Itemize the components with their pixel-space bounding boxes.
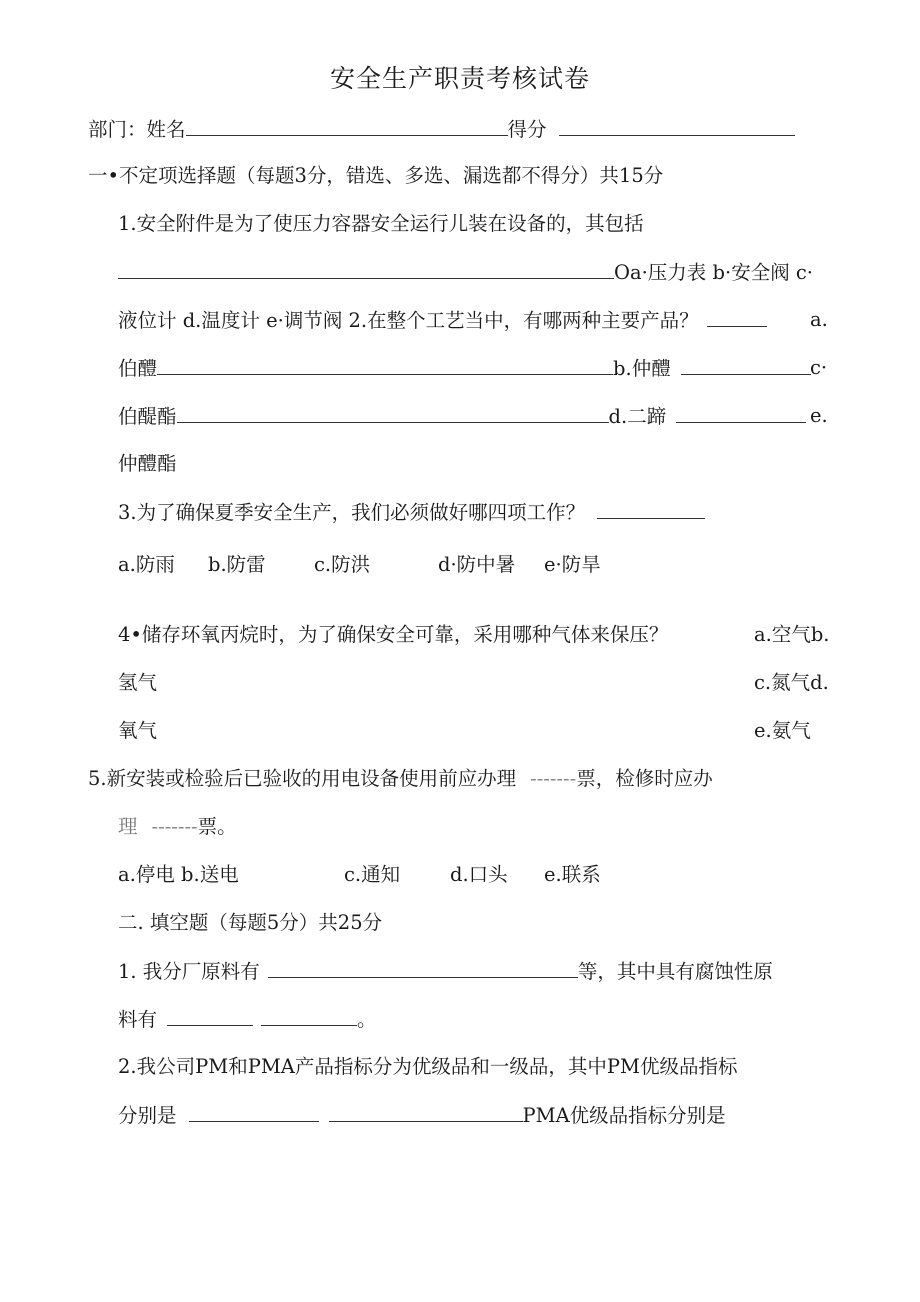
question-4-option-e: e.氨气	[754, 719, 811, 742]
question-5-text-d: 票。	[197, 815, 237, 838]
fill-question-1-line1	[118, 958, 773, 985]
fill-question-2-text-b: PMA优级品指标分别是	[522, 1104, 726, 1127]
answer-blank[interactable]	[118, 259, 614, 279]
question-4-option-d: 氧气	[118, 719, 158, 742]
fill-question-1-text-d: 。	[357, 1008, 377, 1031]
question-3-option: c.防洪	[314, 553, 371, 576]
question-5-line1	[88, 766, 713, 792]
question-3	[118, 499, 705, 526]
answer-blank[interactable]	[261, 1006, 357, 1026]
answer-blank[interactable]	[681, 355, 811, 375]
score-field[interactable]	[559, 116, 795, 136]
answer-blank[interactable]	[597, 499, 705, 519]
section2-heading: 二. 填空题（每题5分）共25分	[118, 911, 383, 934]
question-1-line1: 1.安全附件是为了使压力容器安全运行儿装在设备的，其包括	[118, 212, 644, 235]
question-5-line2	[118, 814, 237, 840]
option-c-label: c·	[810, 356, 828, 379]
answer-blank[interactable]	[329, 1102, 523, 1122]
question-3-option: b.防雷	[208, 553, 266, 576]
option-c: 伯醍酯	[118, 405, 177, 428]
question-5-option: a.停电 b.送电	[118, 863, 239, 886]
name-label: 姓名	[146, 118, 186, 141]
answer-blank[interactable]	[268, 958, 578, 978]
fill-question-2-line2	[118, 1102, 726, 1129]
option-d: d.二蹄	[608, 405, 667, 428]
question-5-option: d.口头	[450, 863, 508, 886]
answer-blank[interactable]	[167, 1006, 253, 1026]
question-1-options-part1: Oa·压力表 b·安全阀 c·	[614, 261, 814, 284]
question-5-option: e.联系	[544, 863, 601, 886]
question-3-option: a.防雨	[118, 553, 175, 576]
fill-question-1-text-b: 等，其中具有腐蚀性原	[577, 960, 773, 983]
option-e-label: e.	[810, 404, 828, 427]
answer-blank[interactable]	[707, 307, 767, 327]
question-3-option: d·防中暑	[438, 553, 516, 576]
question-4-options-cd: c.氮气d.	[754, 671, 829, 694]
answer-blank[interactable]: -------	[530, 767, 577, 790]
fill-question-2-line1: 2.我公司PM和PMA产品指标分为优级品和一级品，其中PM优级品指标	[118, 1055, 738, 1078]
question-4-option-b: 氢气	[118, 671, 158, 694]
page-title: 安全生产职责考核试卷	[329, 64, 590, 93]
question-5-text-c: 理	[118, 815, 138, 838]
answer-blank[interactable]: -------	[151, 815, 198, 838]
fill-question-1-line2	[118, 1006, 377, 1033]
option-a-label: a.	[810, 308, 828, 331]
option-e: 仲醴酯	[118, 452, 177, 475]
question-5-option: c.通知	[344, 863, 401, 886]
question-5-text-b: 票，检修时应办	[576, 767, 713, 790]
fill-question-1-text: 1. 我分厂原料有	[118, 960, 260, 983]
answer-blank[interactable]	[189, 1102, 319, 1122]
dept-label: 部门：	[88, 118, 147, 141]
option-b: b.仲醴	[613, 357, 671, 380]
question-5-text: 5.新安装或检验后已验收的用电设备使用前应办理	[88, 767, 517, 790]
header-row	[88, 116, 795, 143]
fill-question-1-text-c: 料有	[118, 1008, 158, 1031]
score-label: 得分	[507, 118, 547, 141]
question-2-row2	[118, 403, 806, 430]
question-3-text: 3.为了确保夏季安全生产，我们必须做好哪四项工作？	[118, 501, 586, 524]
question-2-row1	[118, 355, 811, 382]
answer-blank[interactable]	[676, 403, 806, 423]
option-a: 伯醴	[118, 357, 158, 380]
question-1-line3	[118, 307, 767, 334]
question-2-text: 液位计 d.温度计 e·调节阀 2.在整个工艺当中，有哪两种主要产品？	[118, 309, 699, 332]
question-1-line2	[118, 259, 813, 286]
fill-question-2-text: 分别是	[118, 1104, 177, 1127]
question-3-option: e·防旱	[544, 553, 601, 576]
question-4-options-ab: a.空气b.	[754, 623, 830, 646]
name-field[interactable]	[186, 116, 508, 136]
question-4: 4•储存环氧丙烷时，为了确保安全可靠，采用哪种气体来保压？	[118, 623, 669, 646]
section1-heading: 一•不定项选择题（每题3分，错选、多选、漏选都不得分）共15分	[88, 164, 664, 187]
answer-blank[interactable]	[177, 403, 609, 423]
answer-blank[interactable]	[157, 355, 613, 375]
